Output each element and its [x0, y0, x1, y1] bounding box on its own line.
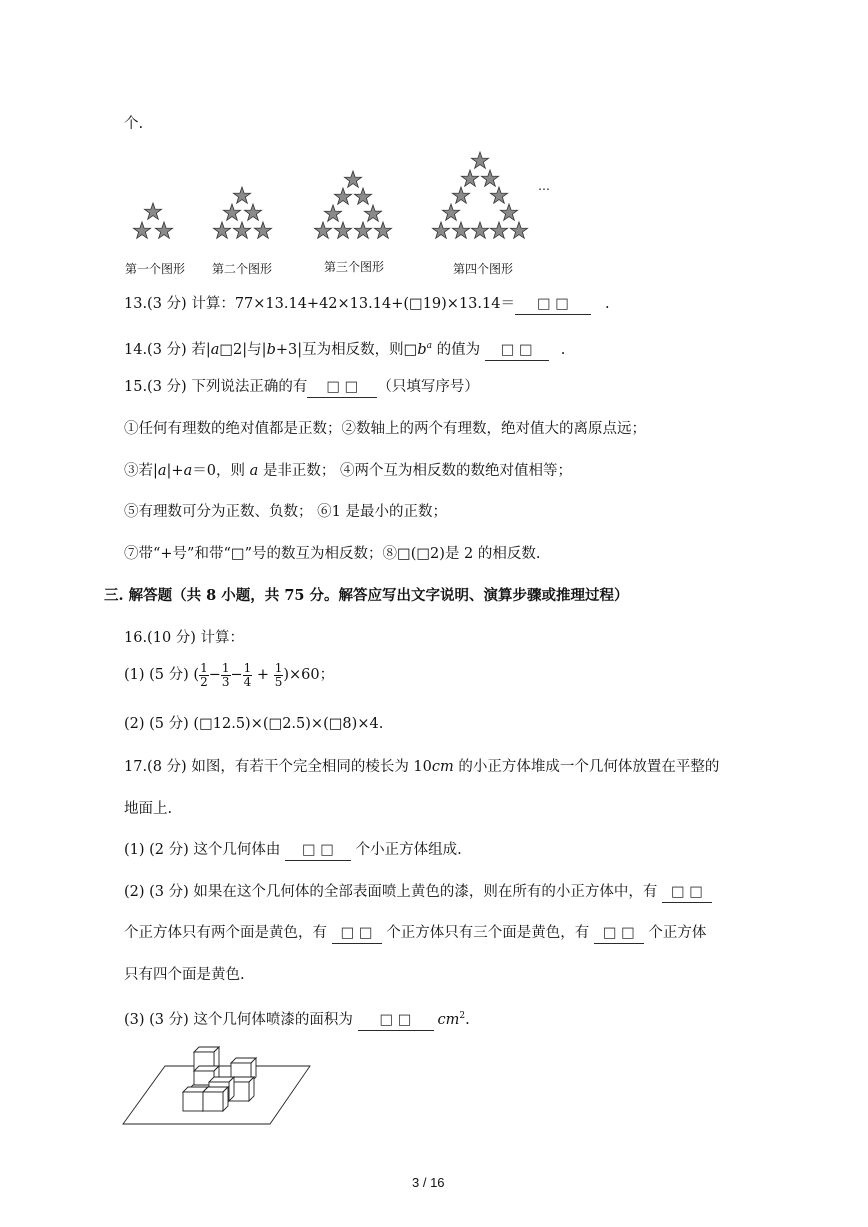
q15-text: 15.(3 分) 下列说法正确的有: [124, 379, 308, 395]
answer-blank-13[interactable]: □ □: [515, 294, 591, 315]
statement-1-2: ①任何有理数的绝对值都是正数；②数轴上的两个有理数，绝对值大的离原点远；: [124, 421, 646, 437]
question-16-part-1: (1) (5 分) ( $\frac{1}{2}$ − $\frac{1}{3}$ − $\frac{1}{4}$ + $\frac{1}{5}$ )×60；: [124, 660, 335, 689]
unit-cm: cm: [431, 759, 454, 775]
statement-5-6: ⑤有理数可分为正数、负数； ⑥1 是最小的正数；: [124, 504, 447, 520]
unit-cm: cm: [437, 1011, 460, 1028]
figure-1-stars: [133, 203, 172, 238]
numerator: 1: [221, 660, 230, 675]
q17-p1-text: 个小正方体组成.: [351, 842, 462, 858]
figure-2-stars: [213, 187, 271, 238]
q15-note: （只填写序号）: [377, 379, 479, 395]
q17-p1-text: (1) (2 分) 这个几何体由: [124, 842, 286, 858]
page-number: 3 / 16: [412, 1175, 445, 1190]
var-b: b: [266, 341, 276, 358]
s3-text: ＝0，则: [192, 463, 250, 479]
q14-text: 的值为: [432, 341, 485, 358]
q14-text: +3|互为相反数，则□: [275, 341, 418, 358]
question-15: [124, 377, 479, 398]
q14-end: .: [560, 341, 566, 358]
question-16-part-2: (2) (5 分) (□12.5)×(□2.5)×(□8)×4.: [124, 716, 384, 732]
s3-text: ③若|: [124, 463, 158, 479]
numerator: 1: [200, 660, 208, 675]
var-a: a: [249, 463, 259, 479]
s3-text: 是非正数； ④两个互为相反数的数绝对值相等；: [258, 463, 572, 479]
q14-text: 14.(3 分) 若|: [124, 341, 211, 358]
q17-p2-text: 个正方体只有三个面是黄色，有: [381, 925, 594, 941]
q14-text: □2|与|: [219, 341, 267, 358]
text-fragment: 个.: [124, 116, 144, 132]
question-13-end: .: [604, 296, 610, 312]
s3-text: |+: [166, 463, 184, 479]
denominator: 3: [221, 674, 230, 689]
q17-p3-text: (3) (3 分) 这个几何体喷漆的面积为: [124, 1011, 358, 1028]
question-17-part-3: [124, 1006, 470, 1031]
unit-exponent: 2: [459, 1011, 466, 1021]
denominator: 5: [274, 674, 283, 689]
question-17-part-1: [124, 840, 462, 861]
q16-part1-post: )×60；: [283, 667, 335, 683]
numerator: 1: [274, 660, 283, 675]
q17-p2-text: 个正方体只有两个面是黄色，有: [124, 925, 332, 941]
question-16-title: 16.(10 分) 计算：: [124, 630, 245, 646]
denominator: 2: [200, 674, 208, 689]
denominator: 4: [243, 674, 252, 689]
var-b: b: [417, 341, 427, 358]
fraction: [243, 662, 253, 689]
question-13: [124, 294, 610, 315]
var-a: a: [210, 341, 220, 358]
question-14: [124, 336, 565, 361]
answer-blank-17-1[interactable]: □ □: [285, 840, 351, 861]
cube: [203, 1087, 228, 1111]
answer-blank-17-2b[interactable]: □ □: [332, 923, 382, 944]
answer-blank-17-2c[interactable]: □ □: [594, 923, 644, 944]
question-17-line-2: 地面上.: [124, 801, 173, 817]
exponent-a: a: [426, 341, 432, 351]
question-17-part-2: [124, 882, 712, 903]
q17-text: 17.(8 分) 如图，有若干个完全相同的棱长为 10: [124, 759, 432, 775]
var-a: a: [183, 463, 193, 479]
question-17-part-2-end: 只有四个面是黄色.: [124, 967, 245, 983]
figure-caption-3: 第三个图形: [324, 260, 385, 274]
q17-p3-end: .: [465, 1011, 470, 1028]
figure-3-stars: [314, 171, 391, 238]
fraction: [274, 662, 284, 689]
statement-3-4: [124, 461, 572, 481]
question-13-text: 13.(3 分) 计算：77×13.14+42×13.14+(□19)×13.14＝: [124, 296, 515, 312]
section-heading: 三. 解答题（共 8 小题，共 75 分。解答应写出文字说明、演算步骤或推理过程）: [104, 587, 629, 604]
answer-blank-17-3[interactable]: □ □: [358, 1010, 434, 1031]
cube-stack-figure: [120, 1036, 320, 1126]
figure-caption-2: 第二个图形: [212, 262, 273, 276]
fraction: [199, 662, 209, 689]
figure-4-stars: [432, 152, 527, 238]
q17-p2-text: (2) (3 分) 如果在这个几何体的全部表面喷上黄色的漆，则在所有的小正方体中，有: [124, 884, 663, 900]
question-17-line-1: [124, 757, 719, 777]
answer-blank-14[interactable]: □ □: [485, 340, 549, 361]
q17-text: 的小正方体堆成一个几何体放置在平整的: [453, 759, 720, 775]
figure-caption-1: 第一个图形: [125, 262, 186, 276]
var-a: a: [157, 463, 167, 479]
q16-part1-label: (1) (5 分) (: [124, 667, 200, 683]
answer-blank-17-2a[interactable]: □ □: [662, 882, 712, 903]
figure-ellipsis: …: [538, 179, 550, 193]
question-17-part-2-cont: [124, 923, 706, 944]
q17-p2-text: 个正方体: [643, 925, 707, 941]
numerator: 1: [243, 660, 252, 675]
answer-blank-15[interactable]: □ □: [307, 377, 377, 398]
fraction: [221, 662, 231, 689]
figure-caption-4: 第四个图形: [453, 262, 514, 276]
statement-7-8: ⑦带“+号”和带“□”号的数互为相反数；⑧□(□2)是 2 的相反数.: [124, 546, 541, 562]
